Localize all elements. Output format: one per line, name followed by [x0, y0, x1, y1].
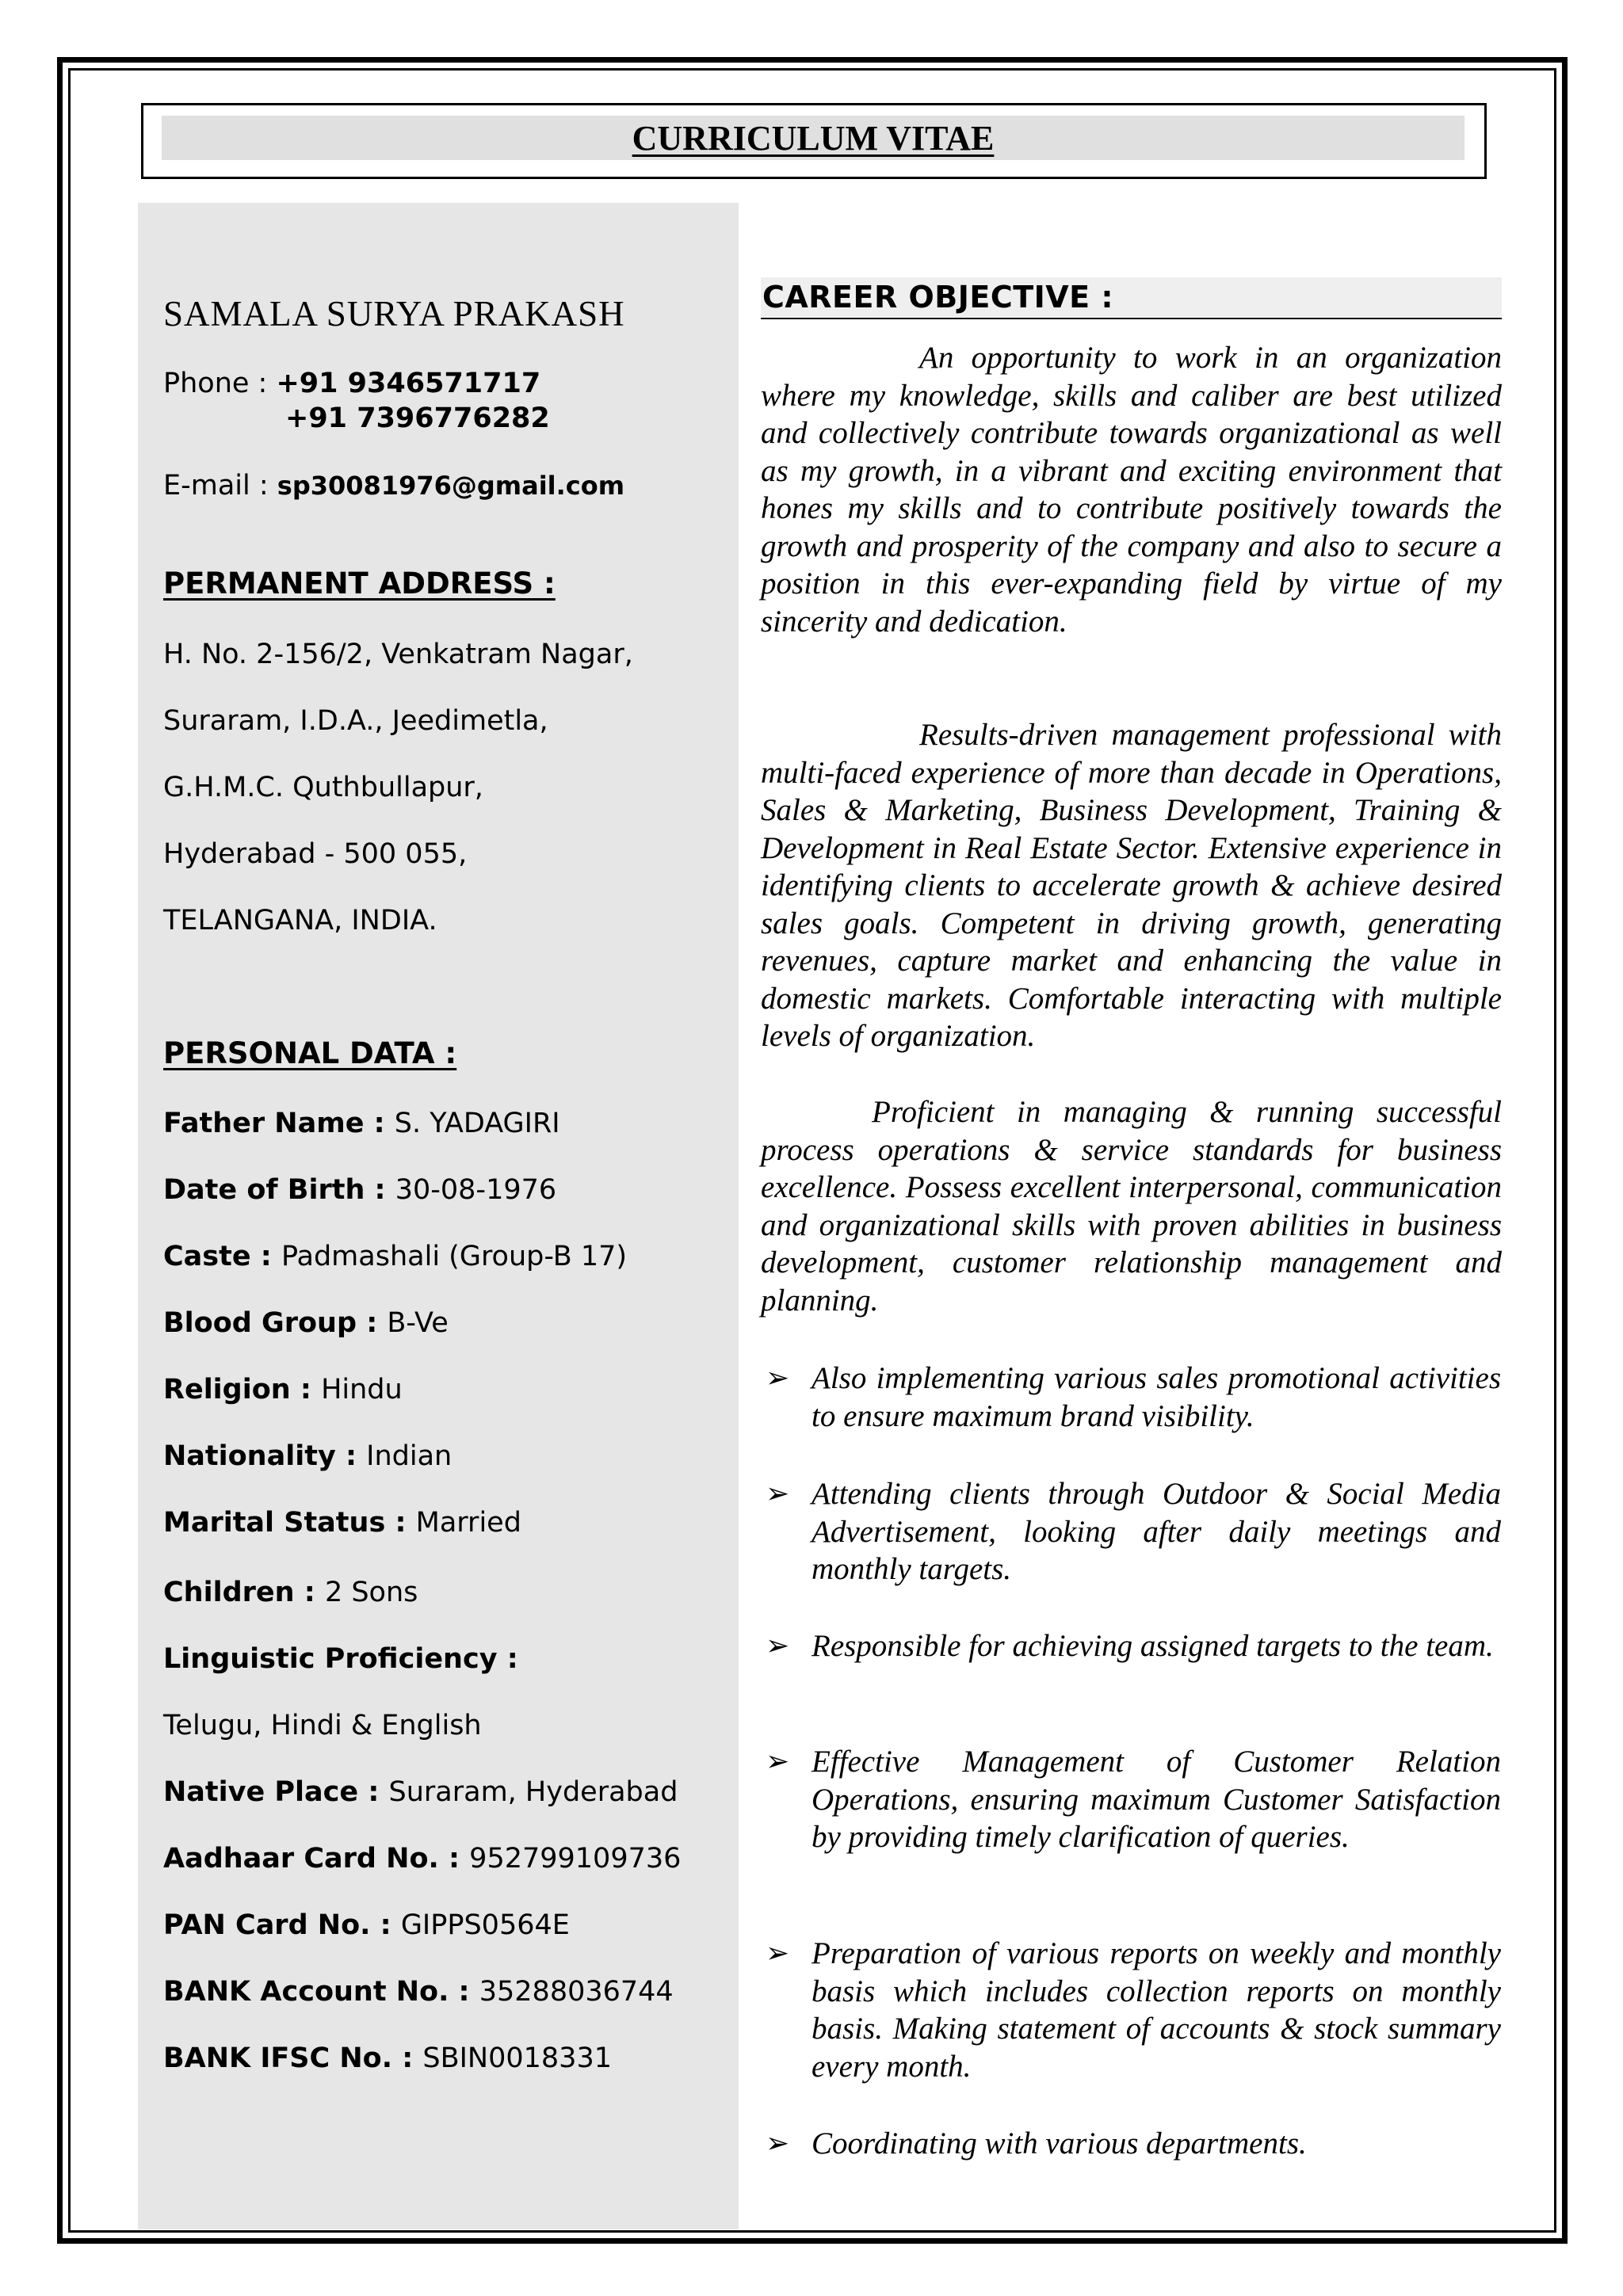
- field-value: Suraram, Hyderabad: [388, 1776, 678, 1808]
- arrow-bullet-icon: ➢: [766, 1937, 790, 1970]
- career-objective-rule: [761, 318, 1502, 319]
- field-label: Father Name :: [163, 1108, 395, 1139]
- email-value: sp30081976@gmail.com: [277, 471, 625, 501]
- email-line: [163, 468, 624, 503]
- career-paragraph: [761, 339, 1502, 640]
- field-label: Religion :: [163, 1374, 322, 1405]
- field-label: Native Place :: [163, 1776, 389, 1808]
- field-label: Date of Birth :: [163, 1174, 395, 1206]
- bullet-text: Coordinating with various departments.: [812, 2126, 1307, 2161]
- pan-card-row: [163, 1908, 570, 1943]
- career-paragraph: [761, 1093, 1502, 1319]
- father-name-row: [163, 1106, 560, 1141]
- field-label: Marital Status :: [163, 1507, 416, 1539]
- bullet-text: Attending clients through Outdoor & Social Media Advertisement, looking after daily meetings and monthly targets.: [812, 1477, 1501, 1586]
- responsibility-list-item: [766, 2125, 1501, 2163]
- religion-row: [163, 1372, 403, 1407]
- aadhaar-row: [163, 1841, 681, 1876]
- field-label: Aadhaar Card No. :: [163, 1843, 470, 1875]
- field-value: Padmashali (Group-B 17): [281, 1241, 628, 1272]
- field-label: BANK IFSC No. :: [163, 2042, 423, 2074]
- bullet-text: Responsible for achieving assigned targets to the team.: [812, 1629, 1494, 1663]
- field-value: 30-08-1976: [395, 1174, 557, 1206]
- field-value: S. YADAGIRI: [394, 1108, 560, 1139]
- address-line: Hyderabad - 500 055,: [163, 838, 468, 870]
- responsibility-list-item: [766, 1360, 1501, 1435]
- email-label: E-mail :: [163, 470, 277, 502]
- field-value: Married: [415, 1507, 521, 1539]
- field-label: BANK Account No. :: [163, 1976, 479, 2008]
- field-label: PAN Card No. :: [163, 1909, 401, 1941]
- bullet-text: Also implementing various sales promotional activities to ensure maximum brand visibility.: [812, 1361, 1501, 1433]
- responsibility-list-item: [766, 1743, 1501, 1856]
- address-line: G.H.M.C. Quthbullapur,: [163, 772, 483, 803]
- address-line: Suraram, I.D.A., Jeedimetla,: [163, 705, 548, 737]
- career-paragraph-text: Proficient in managing & running successful process operations & service standards for business excellence. Possess excellent interpersonal, communication and organizational skills with proven abilities in business development, customer relationship management and planning.: [761, 1095, 1502, 1318]
- phone-number-1: +91 9346571717: [276, 368, 541, 399]
- career-paragraph: [761, 716, 1502, 1055]
- field-value: 952799109736: [469, 1843, 682, 1875]
- linguistic-proficiency-label: Linguistic Proficiency :: [163, 1643, 518, 1675]
- personal-data-heading: PERSONAL DATA :: [163, 1036, 457, 1070]
- phone-line: [163, 366, 540, 401]
- field-value: Indian: [366, 1440, 453, 1472]
- caste-row: [163, 1239, 627, 1274]
- phone-label: Phone :: [163, 368, 277, 399]
- permanent-address-heading: PERMANENT ADDRESS :: [163, 566, 556, 601]
- blood-group-row: [163, 1306, 449, 1341]
- bank-ifsc-row: [163, 2041, 612, 2076]
- field-value: B-Ve: [387, 1307, 449, 1339]
- candidate-name: SAMALA SURYA PRAKASH: [163, 294, 625, 334]
- responsibility-list-item: [766, 1935, 1501, 2085]
- field-value: 35288036744: [479, 1976, 674, 2008]
- field-value: 2 Sons: [324, 1577, 418, 1608]
- field-label: Blood Group :: [163, 1307, 388, 1339]
- field-value: SBIN0018331: [422, 2042, 612, 2074]
- address-line: TELANGANA, INDIA.: [163, 905, 437, 936]
- field-label: Caste :: [163, 1241, 281, 1272]
- phone-number-2: +91 7396776282: [285, 402, 550, 434]
- date-of-birth-row: [163, 1173, 556, 1207]
- marital-status-row: [163, 1505, 521, 1540]
- career-objective-heading: CAREER OBJECTIVE :: [762, 280, 1114, 315]
- document-title: CURRICULUM VITAE: [632, 118, 995, 158]
- career-paragraph-text: An opportunity to work in an organization where my knowledge, skills and caliber are best utilized and collectively contribute towards organizational as well as my growth, in a vibrant and exciting environment that hones my skills and to contribute positively towards the growth and prosperity of the company and also to secure a position in this ever-expanding field by virtue of my sincerity and dedication.: [761, 341, 1502, 639]
- field-value: GIPPS0564E: [400, 1909, 570, 1941]
- responsibility-list-item: [766, 1475, 1501, 1589]
- field-label: Nationality :: [163, 1440, 367, 1472]
- address-line: H. No. 2-156/2, Venkatram Nagar,: [163, 639, 633, 670]
- arrow-bullet-icon: ➢: [766, 1478, 790, 1510]
- bullet-text: Effective Management of Customer Relation Operations, ensuring maximum Customer Satisfaction by providing timely clarification of queries.: [812, 1745, 1501, 1854]
- field-value: Hindu: [321, 1374, 403, 1405]
- arrow-bullet-icon: ➢: [766, 1630, 790, 1662]
- field-label: Children :: [163, 1577, 325, 1608]
- career-paragraph-text: Results-driven management professional with multi-faced experience of more than decade in Operations, Sales & Marketing, Business Development, Training & Development in Real Estate Sector. Extensive experience in identifying clients to accelerate growth & achieve desired sales goals. Competent in driving growth, generating revenues, capture market and enhancing the value in domestic markets. Comfortable interacting with multiple levels of organization.: [761, 718, 1502, 1053]
- arrow-bullet-icon: ➢: [766, 1745, 790, 1778]
- children-row: [163, 1575, 418, 1610]
- linguistic-proficiency-value: Telugu, Hindi & English: [163, 1710, 482, 1741]
- responsibility-list-item: [766, 1627, 1501, 1665]
- arrow-bullet-icon: ➢: [766, 2127, 790, 2160]
- bullet-text: Preparation of various reports on weekly and monthly basis which includes collection reports on monthly basis. Making statement of accounts & stock summary every month.: [812, 1936, 1501, 2084]
- native-place-row: [163, 1775, 678, 1810]
- arrow-bullet-icon: ➢: [766, 1362, 790, 1394]
- nationality-row: [163, 1439, 452, 1474]
- bank-account-row: [163, 1974, 674, 2009]
